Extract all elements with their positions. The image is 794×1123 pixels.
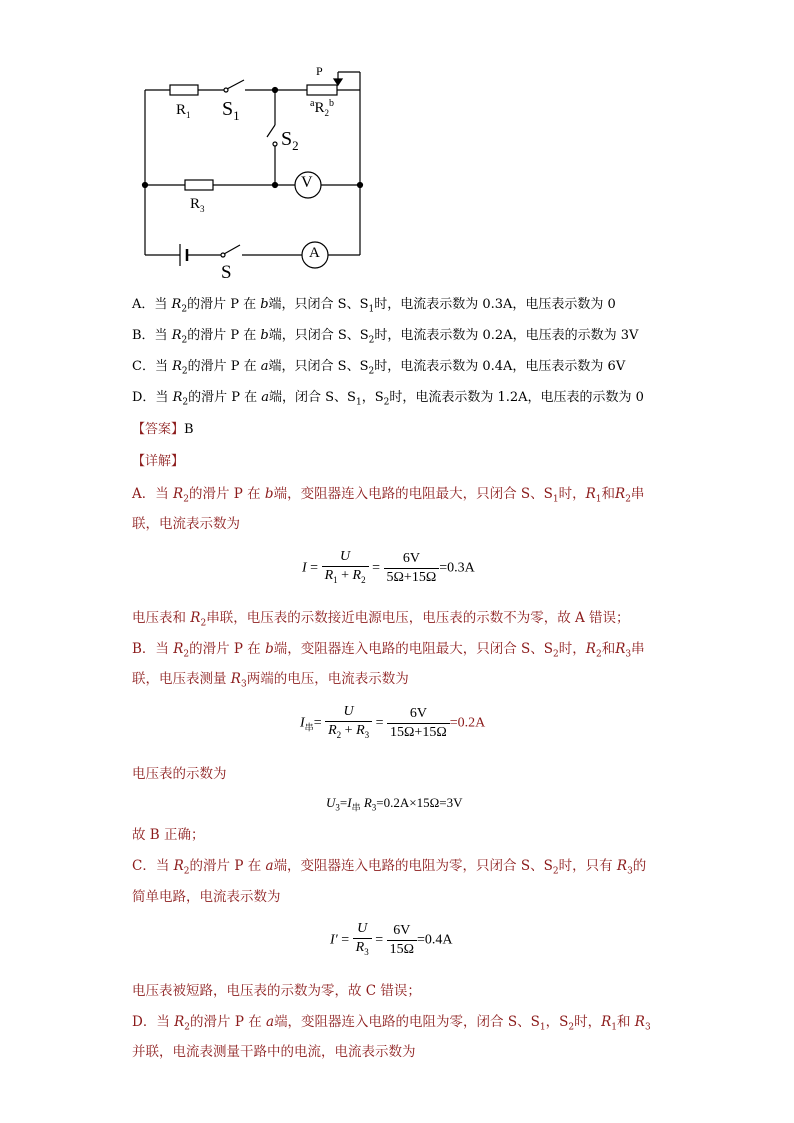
detail-heading: 【详解】 — [132, 454, 185, 469]
expl-c-line2: 简单电路，电流表示数为 — [132, 889, 281, 905]
expl-b-line1: B．当 $R_2$的滑片 P 在 b端，变阻器连入电路的电阻最大，只闭合 S、$S_2$时，$R_2$和$R_3$串 — [132, 641, 645, 660]
expl-a-line3: 电压表和 $R_2$串联，电压表的示数接近电源电压，电压表的示数不为零，故 A 错误； — [132, 610, 630, 629]
switch-s — [224, 245, 240, 254]
equation-2: $I_串=$ $\frac{U}{R_2 + R_3}$ = $\frac{6V}{15\Omega+15\Omega}$ =0.2A — [300, 704, 486, 740]
ammeter-label: A — [309, 245, 320, 261]
rheostat-r2 — [307, 85, 337, 95]
label-r2: $^aR_2^b$ — [310, 98, 334, 118]
label-s: S — [221, 262, 232, 283]
label-p: P — [316, 64, 323, 78]
label-s2: $S_2$ — [281, 128, 299, 153]
equation-3: $U_3=I_串$ $R_3=0.2A\times 15\Omega=3V$ — [326, 795, 463, 813]
equation-1: I = $\frac{U}{R_1 + R_2}$ = $\frac{6V}{5\Omega+15\Omega}$ =0.3A — [302, 549, 475, 585]
expl-b-line3: 电压表的示数为 — [132, 766, 227, 782]
expl-b-line2: 联，电压表测量 $R_3$两端的电压，电流表示数为 — [132, 671, 409, 690]
switch-s1 — [227, 80, 244, 89]
label-s1: $S_1$ — [222, 98, 240, 123]
expl-c-line1: C．当 $R_2$的滑片 P 在 a端，变阻器连入电路的电阻为零，只闭合 S、$S_2$时，只有 $R_3$的 — [132, 858, 647, 877]
expl-a-line1: A．当 $R_2$的滑片 P 在 b端，变阻器连入电路的电阻最大，只闭合 S、$S_1$时，$R_1$和$R_2$串 — [132, 486, 645, 505]
expl-c-line3: 电压表被短路，电压表的示数为零，故 C 错误； — [132, 983, 421, 999]
expl-d-line2: 并联，电流表测量干路中的电流，电流表示数为 — [132, 1044, 416, 1060]
label-r1: $R_1$ — [176, 102, 191, 120]
option-c: C．当 $R_2$的滑片 P 在 a端，只闭合 S、$S_2$时，电流表示数为 0.4A，电压表示数为 6V — [132, 359, 626, 377]
expl-a-line2: 联，电流表示数为 — [132, 516, 240, 532]
label-r3: $R_3$ — [190, 196, 205, 214]
option-a: A．当 $R_2$的滑片 P 在 b端，只闭合 S、$S_1$时，电流表示数为 0.3A，电压表示数为 0 — [132, 297, 616, 315]
resistor-r1 — [170, 85, 198, 95]
option-d: D．当 $R_2$的滑片 P 在 a端，闭合 S、$S_1$，$S_2$时，电流表示数为 1.2A，电压表的示数为 0 — [132, 390, 644, 408]
expl-d-line1: D．当 $R_2$的滑片 P 在 a端，变阻器连入电路的电阻为零，闭合 S、$S_1$，$S_2$时，$R_1$和 $R_3$ — [132, 1014, 651, 1033]
circuit-diagram — [130, 60, 380, 280]
answer: 【答案】B — [132, 422, 194, 437]
switch-s2 — [267, 125, 275, 137]
equation-4: I′ = $\frac{U}{R_3}$ = $\frac{6V}{15\Omega}$ =0.4A — [330, 921, 453, 957]
resistor-r3 — [185, 180, 213, 190]
option-b: B．当 $R_2$的滑片 P 在 b端，只闭合 S、$S_2$时，电流表示数为 0.2A，电压表的示数为 3V — [132, 328, 639, 346]
voltmeter-label: V — [301, 174, 313, 191]
expl-b-line4: 故 B 正确； — [132, 827, 205, 843]
